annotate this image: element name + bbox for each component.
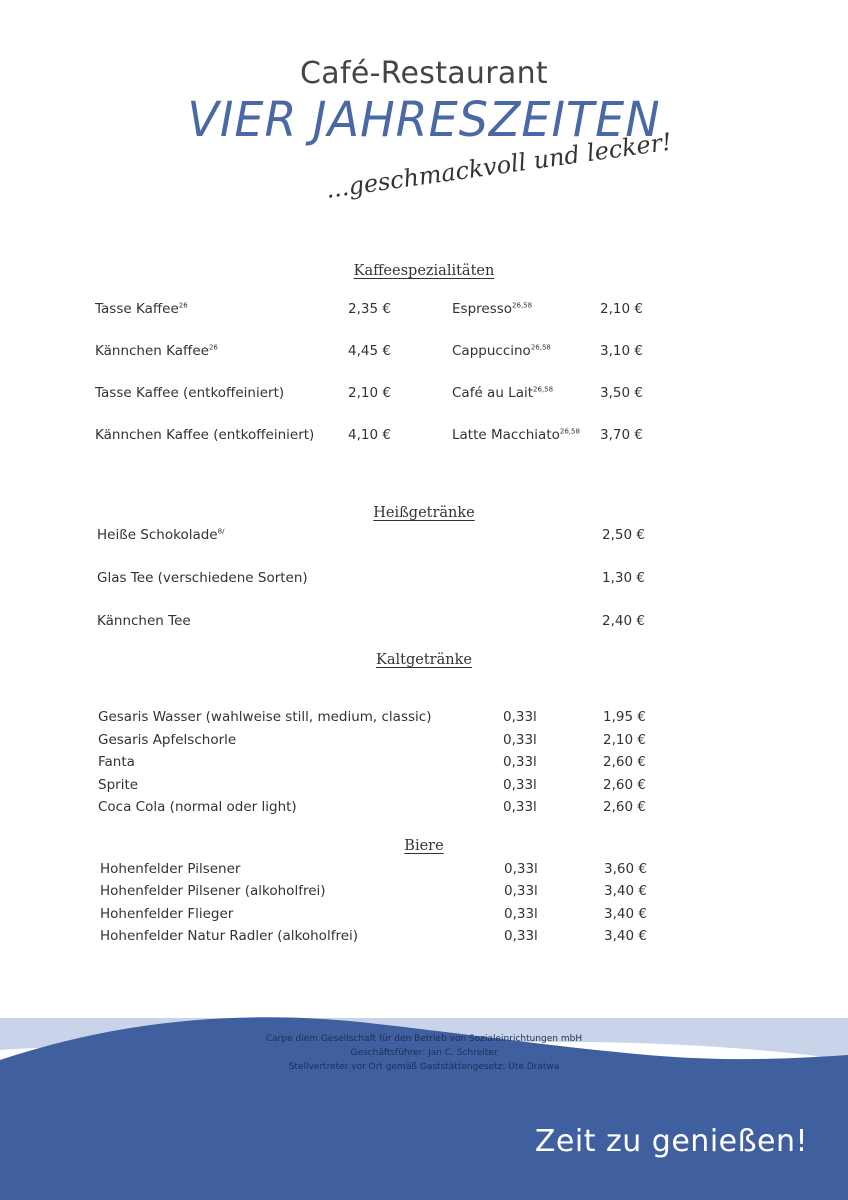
item-name: Hohenfelder Pilsener (alkoholfrei) xyxy=(100,883,326,899)
menu-item xyxy=(98,799,297,815)
section-heading-beer: Biere xyxy=(404,838,444,854)
item-price: 3,40 € xyxy=(604,883,647,899)
restaurant-name: VIER JAHRESZEITEN xyxy=(187,90,661,148)
menu-item xyxy=(100,906,233,922)
item-name: Sprite xyxy=(98,777,139,793)
menu-item xyxy=(452,343,551,359)
item-price: 2,10 € xyxy=(600,301,643,317)
item-size: 0,33l xyxy=(504,906,538,922)
item-price: 2,60 € xyxy=(603,754,646,770)
item-size: 0,33l xyxy=(503,799,537,815)
item-price: 3,60 € xyxy=(604,861,647,877)
item-allergen: 26,58 xyxy=(512,301,533,310)
item-name: Latte Macchiato xyxy=(452,427,560,443)
menu-item xyxy=(100,861,240,877)
item-name: Hohenfelder Pilsener xyxy=(100,861,241,877)
item-allergen: 26,58 xyxy=(533,385,554,394)
item-price: 3,50 € xyxy=(600,385,643,401)
item-name: Gesaris Wasser (wahlweise still, medium, classic) xyxy=(98,709,432,725)
item-name: Fanta xyxy=(98,754,135,770)
menu-item xyxy=(98,709,431,725)
menu-item xyxy=(95,343,218,359)
footer-manager: Geschäftsführer: Jan C. Schreiter xyxy=(350,1048,498,1058)
item-name: Kännchen Kaffee xyxy=(95,343,209,359)
item-price: 2,50 € xyxy=(602,527,645,543)
item-name: Café au Lait xyxy=(452,385,534,401)
item-allergen: 26 xyxy=(178,301,188,310)
menu-item xyxy=(95,385,284,401)
item-price: 3,10 € xyxy=(600,343,643,359)
tagline: Zeit zu genießen! xyxy=(534,1124,808,1159)
item-price: 3,70 € xyxy=(600,427,643,443)
item-price: 4,45 € xyxy=(348,343,391,359)
menu-item xyxy=(97,570,308,586)
item-name: Tasse Kaffee (entkoffeiniert) xyxy=(95,385,285,401)
menu-item xyxy=(97,613,191,629)
item-name: Coca Cola (normal oder light) xyxy=(98,799,297,815)
menu-item xyxy=(452,385,553,401)
item-allergen: 26,58 xyxy=(530,343,551,352)
item-price: 2,40 € xyxy=(602,613,645,629)
menu-item xyxy=(97,527,224,543)
item-allergen: 8/ xyxy=(217,527,225,536)
item-name: Tasse Kaffee xyxy=(95,301,179,317)
item-price: 4,10 € xyxy=(348,427,391,443)
item-price: 2,60 € xyxy=(603,777,646,793)
item-price: 1,30 € xyxy=(602,570,645,586)
item-size: 0,33l xyxy=(504,861,538,877)
menu-item xyxy=(95,427,314,443)
item-name: Cappuccino xyxy=(452,343,531,359)
section-heading-cold: Kaltgetränke xyxy=(376,652,472,668)
item-name: Gesaris Apfelschorle xyxy=(98,732,237,748)
item-price: 2,10 € xyxy=(603,732,646,748)
item-size: 0,33l xyxy=(503,777,537,793)
item-price: 3,40 € xyxy=(604,928,647,944)
item-name: Glas Tee (verschiedene Sorten) xyxy=(97,570,308,586)
item-size: 0,33l xyxy=(504,928,538,944)
item-size: 0,33l xyxy=(503,732,537,748)
item-price: 2,35 € xyxy=(348,301,391,317)
item-price: 2,60 € xyxy=(603,799,646,815)
footer-representative: Stellvertreter vor Ort gemäß Gaststättengesetz: Ute Dratwa xyxy=(288,1062,560,1072)
item-size: 0,33l xyxy=(503,754,537,770)
menu-item xyxy=(98,754,135,770)
item-price: 3,40 € xyxy=(604,906,647,922)
item-name: Hohenfelder Flieger xyxy=(100,906,234,922)
item-name: Heiße Schokolade xyxy=(97,527,218,543)
item-name: Kännchen Tee xyxy=(97,613,191,629)
restaurant-subtitle: Café-Restaurant xyxy=(300,56,548,91)
section-heading-hot: Heißgetränke xyxy=(373,505,475,521)
slogan: ...geschmackvoll und lecker! xyxy=(324,127,674,204)
item-name: Kännchen Kaffee (entkoffeiniert) xyxy=(95,427,315,443)
footer-company: Carpe diem Gesellschaft für den Betrieb von Sozialeinrichtungen mbH xyxy=(265,1034,583,1044)
section-heading-coffee: Kaffeespezialitäten xyxy=(353,263,495,279)
item-name: Espresso xyxy=(452,301,513,317)
menu-item xyxy=(452,301,532,317)
item-name: Hohenfelder Natur Radler (alkoholfrei) xyxy=(100,928,359,944)
item-allergen: 26,58 xyxy=(559,427,580,436)
menu-item xyxy=(98,732,236,748)
item-size: 0,33l xyxy=(504,883,538,899)
footer-wave xyxy=(0,1000,848,1200)
menu-item xyxy=(100,928,358,944)
item-price: 2,10 € xyxy=(348,385,391,401)
menu-item xyxy=(95,301,188,317)
menu-item xyxy=(100,883,326,899)
menu-item xyxy=(452,427,580,443)
item-allergen: 26 xyxy=(208,343,218,352)
item-size: 0,33l xyxy=(503,709,537,725)
item-price: 1,95 € xyxy=(603,709,646,725)
menu-item xyxy=(98,777,138,793)
